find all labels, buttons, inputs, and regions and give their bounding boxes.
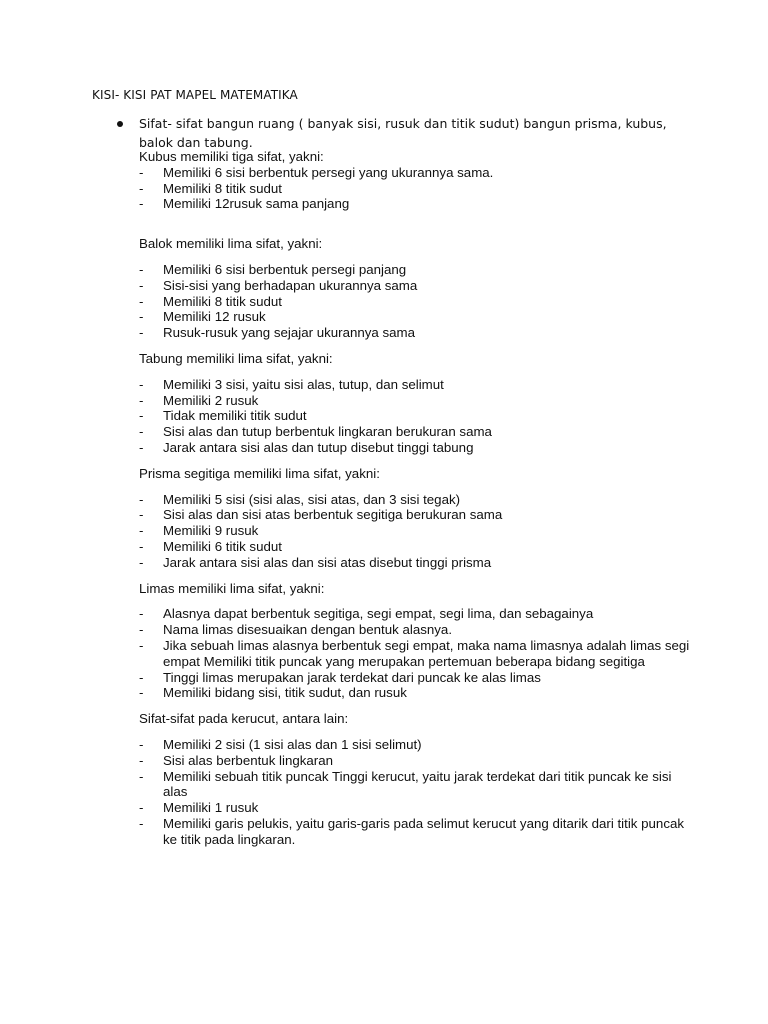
list-item [139, 440, 699, 456]
list-item-text: Memiliki 9 rusuk [163, 523, 259, 539]
dash-marker: - [139, 768, 144, 784]
section-heading: Tabung memiliki lima sifat, yakni: [139, 350, 333, 366]
dash-marker: - [139, 523, 144, 539]
dash-marker: - [139, 424, 144, 440]
list-item [139, 325, 699, 341]
dash-marker: - [139, 180, 144, 196]
list-item-text: Memiliki 8 titik sudut [163, 293, 282, 309]
item-list [139, 492, 699, 571]
list-item [139, 377, 699, 393]
dash-marker: - [139, 392, 144, 408]
dash-marker: - [139, 277, 144, 293]
list-item-text: Memiliki bidang sisi, titik sudut, dan rusuk [163, 685, 407, 701]
dash-marker: - [139, 637, 144, 653]
dash-marker: - [139, 606, 144, 622]
list-item-text: Sisi alas dan sisi atas berbentuk segitiga berukuran sama [163, 507, 503, 523]
dash-marker: - [139, 439, 144, 455]
list-item [139, 555, 699, 571]
list-item [139, 196, 699, 212]
dash-marker: - [139, 685, 144, 701]
list-item [139, 393, 699, 409]
list-item [139, 507, 699, 523]
list-item-text: Memiliki garis pelukis, yaitu garis-garis pada selimut kerucut yang ditarik dari titik puncak ke titik pada lingkaran. [163, 815, 685, 847]
list-item-text: Memiliki 12rusuk sama panjang [163, 196, 350, 212]
list-item [139, 492, 699, 508]
section-heading: Limas memiliki lima sifat, yakni: [139, 580, 325, 596]
list-item-text: Memiliki sebuah titik puncak Tinggi kerucut, yaitu jarak terdekat dari titik puncak ke sisi alas [163, 768, 672, 800]
dash-marker: - [139, 669, 144, 685]
list-item [139, 769, 699, 801]
dash-marker: - [139, 376, 144, 392]
dash-marker: - [139, 554, 144, 570]
list-item [139, 294, 699, 310]
dash-marker: - [139, 752, 144, 768]
list-item [139, 523, 699, 539]
list-item-text: Memiliki 6 sisi berbentuk persegi panjang [163, 261, 407, 277]
item-list [139, 737, 699, 848]
section-heading: Balok memiliki lima sifat, yakni: [139, 236, 323, 252]
list-item [139, 670, 699, 686]
list-item-text: Rusuk-rusuk yang sejajar ukurannya sama [163, 325, 416, 341]
list-item [139, 181, 699, 197]
section-heading: Kubus memiliki tiga sifat, yakni: [139, 149, 324, 164]
list-item [139, 278, 699, 294]
list-item-text: Memiliki 1 rusuk [163, 800, 259, 816]
list-item [139, 309, 699, 325]
dash-marker: - [139, 815, 144, 831]
list-item [139, 753, 699, 769]
dash-marker: - [139, 538, 144, 554]
item-list [139, 606, 699, 701]
list-item-text: Memiliki 2 rusuk [163, 392, 259, 408]
section-prisma [139, 466, 699, 571]
section-heading: Prisma segitiga memiliki lima sifat, yakni: [139, 465, 380, 481]
dash-marker: - [139, 622, 144, 638]
section-heading: Sifat-sifat pada kerucut, antara lain: [139, 711, 349, 727]
dash-marker: - [139, 736, 144, 752]
section-balok [139, 236, 699, 341]
dash-marker: - [139, 196, 144, 212]
list-item-text: Tinggi limas merupakan jarak terdekat dari puncak ke alas limas [163, 669, 541, 685]
list-item-text: Sisi alas dan tutup berbentuk lingkaran berukuran sama [163, 424, 492, 440]
list-item [139, 685, 699, 701]
dash-marker: - [139, 800, 144, 816]
bullet-item-text: Sifat- sifat bangun ruang ( banyak sisi, rusuk dan titik sudut) bangun prisma, kubus, balok dan tabung. [139, 116, 667, 150]
dash-marker: - [139, 309, 144, 325]
list-item-text: Memiliki 6 sisi berbentuk persegi yang ukurannya sama. [163, 164, 494, 180]
list-item-text: Tidak memiliki titik sudut [163, 408, 307, 424]
item-list [139, 377, 699, 456]
bullet-point-icon [117, 121, 123, 127]
section-tabung [139, 351, 699, 456]
list-item-text: Memiliki 6 titik sudut [163, 538, 282, 554]
dash-marker: - [139, 408, 144, 424]
list-item [139, 816, 699, 848]
list-item-text: Sisi alas berbentuk lingkaran [163, 752, 334, 768]
item-list [139, 165, 699, 212]
list-item [139, 424, 699, 440]
document-body [139, 149, 699, 857]
list-item-text: Jarak antara sisi alas dan tutup disebut tinggi tabung [163, 439, 474, 455]
dash-marker: - [139, 325, 144, 341]
list-item-text: Memiliki 8 titik sudut [163, 180, 282, 196]
section-kubus [139, 149, 699, 212]
dash-marker: - [139, 261, 144, 277]
list-item-text: Memiliki 2 sisi (1 sisi alas dan 1 sisi selimut) [163, 736, 422, 752]
list-item [139, 262, 699, 278]
list-item [139, 408, 699, 424]
dash-marker: - [139, 491, 144, 507]
list-item-text: Memiliki 12 rusuk [163, 309, 266, 325]
list-item-text: Memiliki 5 sisi (sisi alas, sisi atas, dan 3 sisi tegak) [163, 491, 461, 507]
list-item-text: Jarak antara sisi alas dan sisi atas disebut tinggi prisma [163, 554, 492, 570]
section-kerucut [139, 711, 699, 847]
list-item [139, 638, 699, 670]
list-item [139, 622, 699, 638]
dash-marker: - [139, 293, 144, 309]
list-item-text: Nama limas disesuaikan dengan bentuk alasnya. [163, 622, 453, 638]
list-item [139, 539, 699, 555]
dash-marker: - [139, 164, 144, 180]
dash-marker: - [139, 507, 144, 523]
list-item-text: Alasnya dapat berbentuk segitiga, segi empat, segi lima, dan sebagainya [163, 606, 594, 622]
section-limas [139, 581, 699, 702]
list-item-text: Memiliki 3 sisi, yaitu sisi alas, tutup, dan selimut [163, 376, 444, 392]
list-item [139, 165, 699, 181]
document-title: KISI- KISI PAT MAPEL MATEMATIKA [92, 88, 298, 102]
list-item-text: Sisi-sisi yang berhadapan ukurannya sama [163, 277, 418, 293]
list-item-text: Jika sebuah limas alasnya berbentuk segi empat, maka nama limasnya adalah limas segi empat Memiliki titik puncak yang merupakan pertemuan beberapa bidang segitiga [163, 637, 690, 669]
item-list [139, 262, 699, 341]
list-item [139, 606, 699, 622]
list-item [139, 800, 699, 816]
list-item [139, 737, 699, 753]
